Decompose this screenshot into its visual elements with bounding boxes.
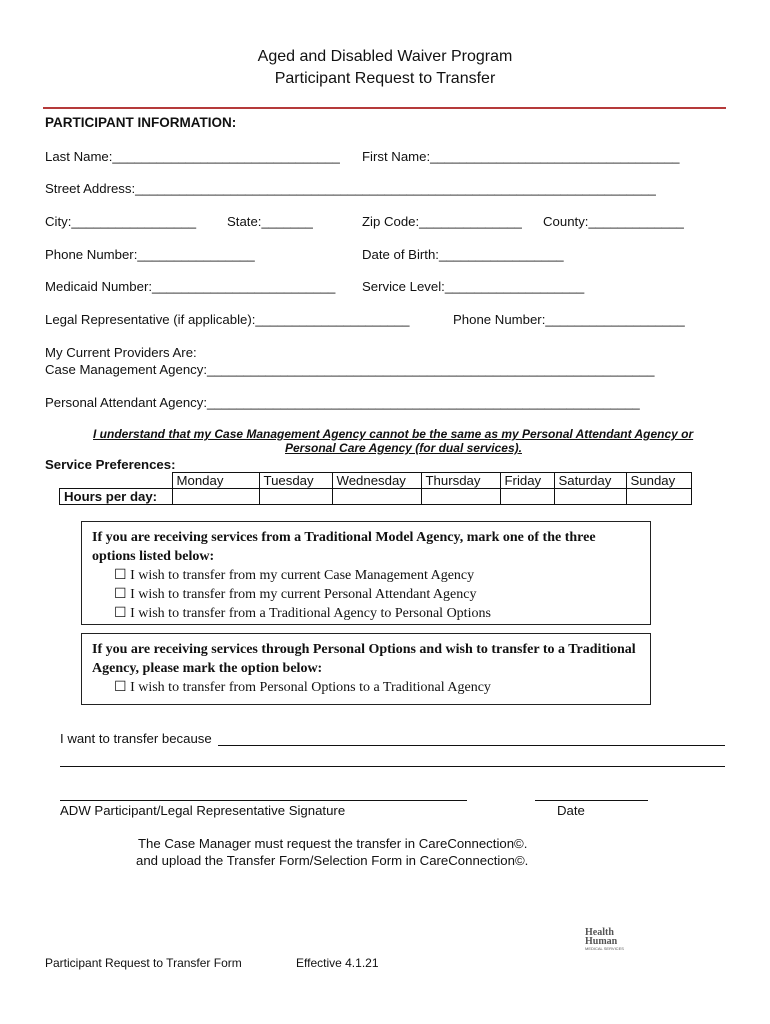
case-management-agency-field[interactable]: Case Management Agency:_____________________________________________________________ — [45, 362, 655, 377]
personal-attendant-agency-field[interactable]: Personal Attendant Agency:___________________________________________________________ — [45, 395, 640, 410]
traditional-model-heading: If you are receiving services from a Traditional Model Agency, mark one of the three options listed below: — [92, 530, 596, 564]
signature-label: ADW Participant/Legal Representative Signature — [60, 803, 346, 818]
hours-per-day-label: Hours per day: — [60, 489, 173, 505]
footer-effective-date: Effective 4.1.21 — [296, 956, 379, 970]
transfer-reason-line-2[interactable] — [60, 766, 725, 767]
option-transfer-case-management[interactable] — [82, 566, 650, 585]
option-transfer-to-traditional[interactable] — [82, 678, 650, 697]
day-header: Monday — [172, 473, 259, 489]
footer-form-name: Participant Request to Transfer Form — [45, 956, 242, 970]
medicaid-number-field[interactable]: Medicaid Number:_________________________ — [45, 279, 336, 294]
street-address-field[interactable]: Street Address:_______________________________________________________________________ — [45, 181, 656, 196]
traditional-model-box — [81, 521, 651, 625]
zip-code-field[interactable]: Zip Code:______________ — [362, 214, 522, 229]
hours-cell-sunday[interactable] — [626, 489, 691, 505]
day-header: Friday — [500, 473, 554, 489]
page-subtitle: Participant Request to Transfer — [274, 70, 496, 87]
date-label: Date — [557, 803, 585, 818]
hours-cell-monday[interactable] — [172, 489, 259, 505]
option-label: I wish to transfer from Personal Options to a Traditional Agency — [130, 680, 491, 695]
instruction-line-1: The Case Manager must request the transfer in CareConnection©. — [138, 836, 528, 851]
hours-cell-thursday[interactable] — [421, 489, 500, 505]
personal-options-box — [81, 633, 651, 705]
schedule-header-row — [60, 473, 692, 489]
checkbox-icon[interactable]: ☐ — [114, 587, 127, 602]
date-of-birth-field[interactable]: Date of Birth:_________________ — [362, 247, 564, 262]
transfer-reason-line-1[interactable] — [218, 745, 725, 746]
last-name-field[interactable]: Last Name:_______________________________ — [45, 149, 340, 164]
day-header: Tuesday — [259, 473, 332, 489]
page-title: Aged and Disabled Waiver Program — [257, 48, 513, 65]
section-title-participant: PARTICIPANT INFORMATION: — [45, 115, 237, 130]
day-header: Sunday — [626, 473, 691, 489]
option-label: I wish to transfer from my current Case Management Agency — [130, 568, 475, 583]
day-header: Thursday — [421, 473, 500, 489]
legal-rep-phone-field[interactable]: Phone Number:___________________ — [453, 312, 685, 327]
day-header: Wednesday — [332, 473, 421, 489]
schedule-corner-cell — [60, 473, 173, 489]
day-header: Saturday — [554, 473, 626, 489]
hours-per-day-row — [60, 489, 692, 505]
service-schedule-table — [59, 472, 692, 505]
option-label: I wish to transfer from my current Personal Attendant Agency — [130, 587, 477, 602]
checkbox-icon[interactable]: ☐ — [114, 680, 127, 695]
hours-cell-tuesday[interactable] — [259, 489, 332, 505]
transfer-reason-label: I want to transfer because — [60, 731, 212, 746]
checkbox-icon[interactable]: ☐ — [114, 568, 127, 583]
option-transfer-to-personal-options[interactable] — [82, 604, 650, 623]
logo-text-human: Human — [585, 936, 618, 947]
option-transfer-personal-attendant[interactable] — [82, 585, 650, 604]
phone-number-field[interactable]: Phone Number:________________ — [45, 247, 255, 262]
providers-label: My Current Providers Are: — [45, 345, 197, 360]
signature-line[interactable] — [60, 800, 467, 801]
hours-cell-wednesday[interactable] — [332, 489, 421, 505]
instruction-line-2: and upload the Transfer Form/Selection Form in CareConnection©. — [136, 853, 529, 868]
legal-representative-field[interactable]: Legal Representative (if applicable):_____________________ — [45, 312, 410, 327]
notice-line-2: Personal Care Agency (for dual services). — [285, 441, 522, 455]
option-label: I wish to transfer from a Traditional Agency to Personal Options — [130, 606, 491, 621]
state-field[interactable]: State:_______ — [227, 214, 313, 229]
logo-text-medical-services: MEDICAL SERVICES — [585, 946, 624, 951]
county-field[interactable]: County:_____________ — [543, 214, 684, 229]
service-level-field[interactable]: Service Level:___________________ — [362, 279, 585, 294]
date-line[interactable] — [535, 800, 648, 801]
health-human-resources-logo — [585, 922, 635, 960]
notice-line-1: I understand that my Case Management Agency cannot be the same as my Personal Attendant Agency or — [93, 427, 694, 441]
checkbox-icon[interactable]: ☐ — [114, 606, 127, 621]
service-preferences-title: Service Preferences: — [45, 457, 176, 472]
personal-options-heading: If you are receiving services through Personal Options and wish to transfer to a Traditional Agency, please mark the option below: — [92, 642, 636, 676]
hours-cell-friday[interactable] — [500, 489, 554, 505]
hours-cell-saturday[interactable] — [554, 489, 626, 505]
first-name-field[interactable]: First Name:__________________________________ — [362, 149, 680, 164]
logo-text-health: Health — [585, 927, 614, 938]
header-divider — [43, 107, 726, 109]
city-field[interactable]: City:_________________ — [45, 214, 197, 229]
